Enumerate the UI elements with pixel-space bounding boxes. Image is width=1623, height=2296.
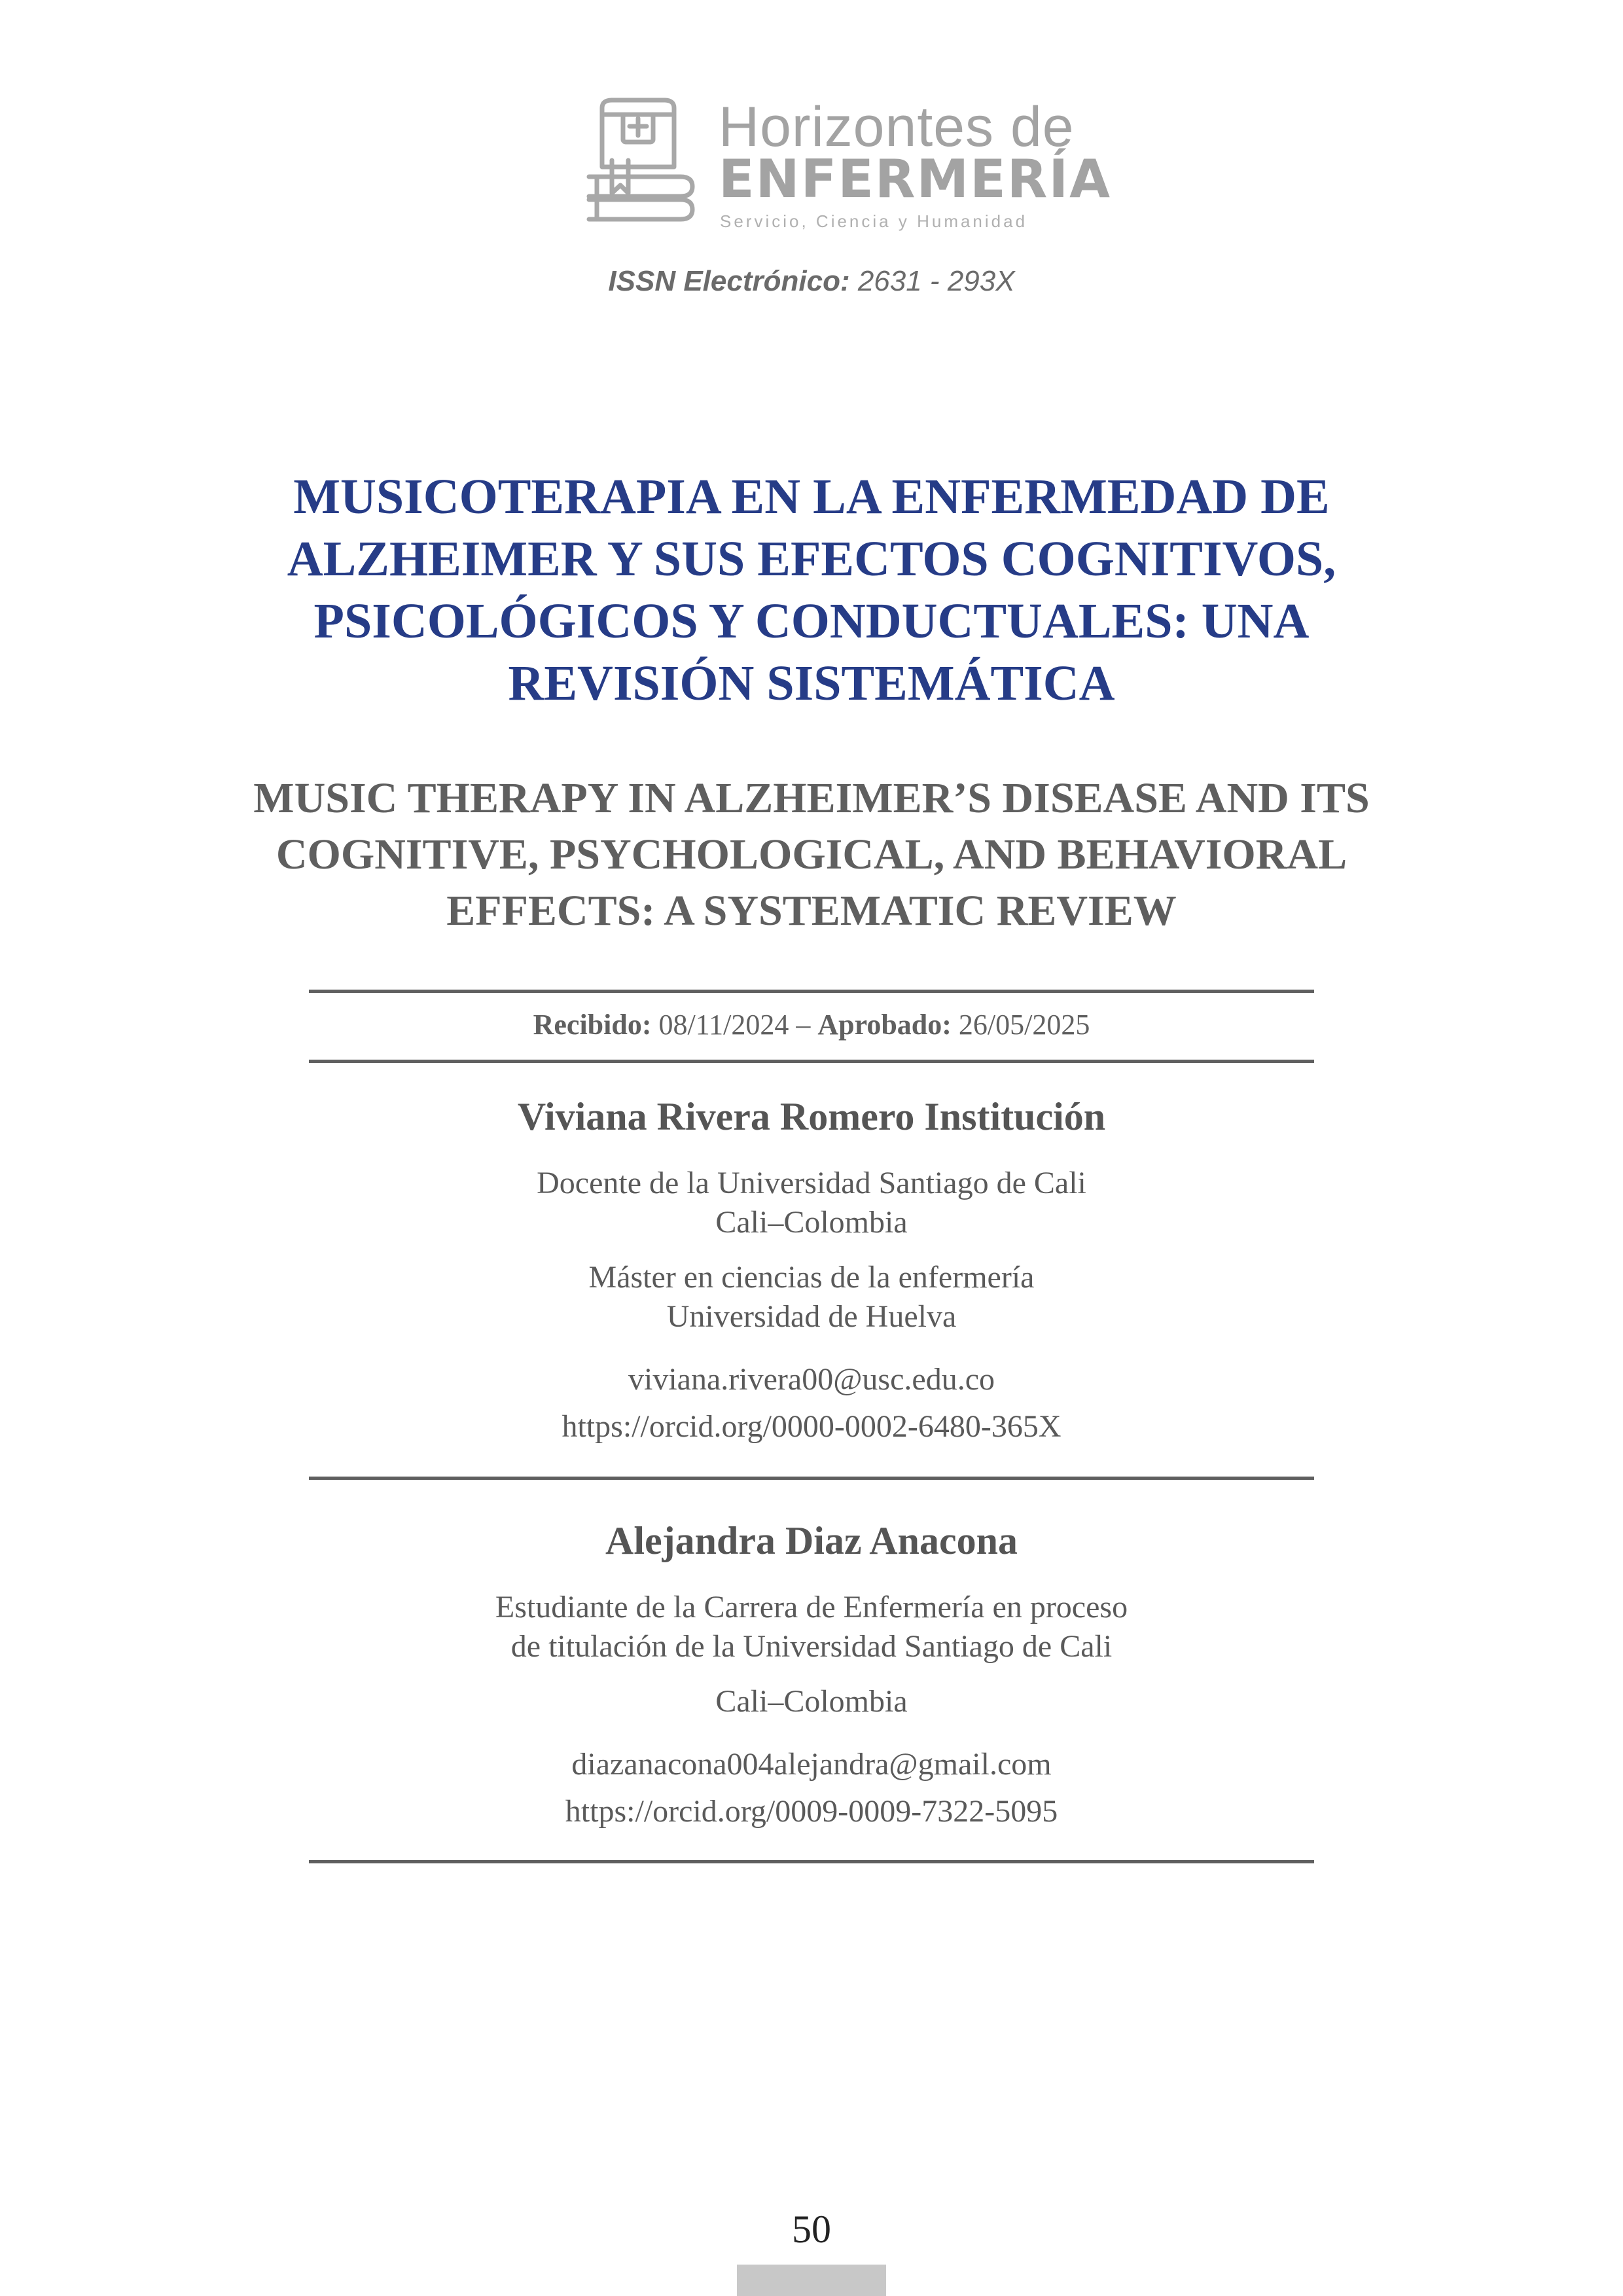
title-english: MUSIC THERAPY IN ALZHEIMER’S DISEASE AND ITS COGNITIVE, PSYCHOLOGICAL, AND BEHAVIORAL EFFECTS: A SYSTEMATIC REVIEW <box>253 774 1370 935</box>
received-date: 08/11/2024 <box>658 1009 789 1041</box>
author-location: Cali–Colombia <box>715 1684 908 1719</box>
page-number: 50 <box>792 2208 831 2251</box>
journal-logo <box>582 95 1112 239</box>
journal-name-line2: ENFERMERÍA <box>719 149 1112 209</box>
journal-name-line1: Horizontes de <box>719 96 1075 158</box>
dates-line <box>0 1008 1623 1041</box>
author-position-line: Docente de la Universidad Santiago de Cali <box>537 1166 1086 1200</box>
author-name: Viviana Rivera Romero Institución <box>517 1095 1106 1138</box>
issn-line <box>0 265 1623 298</box>
divider <box>309 1477 1314 1480</box>
author-degree-line: Universidad de Huelva <box>666 1299 957 1334</box>
author-position <box>0 1164 1623 1242</box>
author-email[interactable]: viviana.rivera00@usc.edu.co <box>628 1362 995 1397</box>
issn-value: 2631 - 293X <box>857 265 1015 297</box>
received-label: Recibido: <box>533 1009 652 1041</box>
journal-tagline: Servicio, Ciencia y Humanidad <box>720 211 1028 231</box>
author-position-line: Cali–Colombia <box>715 1205 908 1240</box>
divider <box>309 1860 1314 1863</box>
author-degree-line: Máster en ciencias de la enfermería <box>588 1260 1035 1295</box>
approved-label: Aprobado: <box>817 1009 952 1041</box>
page-footer-bar <box>737 2265 886 2296</box>
author-position-line: de titulación de la Universidad Santiago de Cali <box>510 1629 1113 1664</box>
author-email[interactable]: diazanacona004alejandra@gmail.com <box>571 1747 1052 1782</box>
author-orcid-link[interactable]: https://orcid.org/0009-0009-7322-5095 <box>565 1794 1058 1829</box>
author-position <box>0 1588 1623 1666</box>
issn-label: ISSN Electrónico: <box>608 265 850 297</box>
approved-date: 26/05/2025 <box>958 1009 1090 1041</box>
author-name: Alejandra Diaz Anacona <box>605 1519 1018 1562</box>
author-position-line: Estudiante de la Carrera de Enfermería en proceso <box>495 1590 1128 1624</box>
dates-separator: – <box>796 1009 811 1041</box>
title-spanish: MUSICOTERAPIA EN LA ENFERMEDAD DE ALZHEIMER Y SUS EFECTOS COGNITIVOS, PSICOLÓGICOS Y CONDUCTUALES: UNA REVISIÓN SISTEMÁTICA <box>287 469 1336 711</box>
divider <box>309 1060 1314 1063</box>
author-orcid-link[interactable]: https://orcid.org/0000-0002-6480-365X <box>562 1409 1061 1444</box>
divider <box>309 990 1314 993</box>
author-degree <box>0 1258 1623 1336</box>
nurse-cap-books-icon <box>582 95 700 232</box>
